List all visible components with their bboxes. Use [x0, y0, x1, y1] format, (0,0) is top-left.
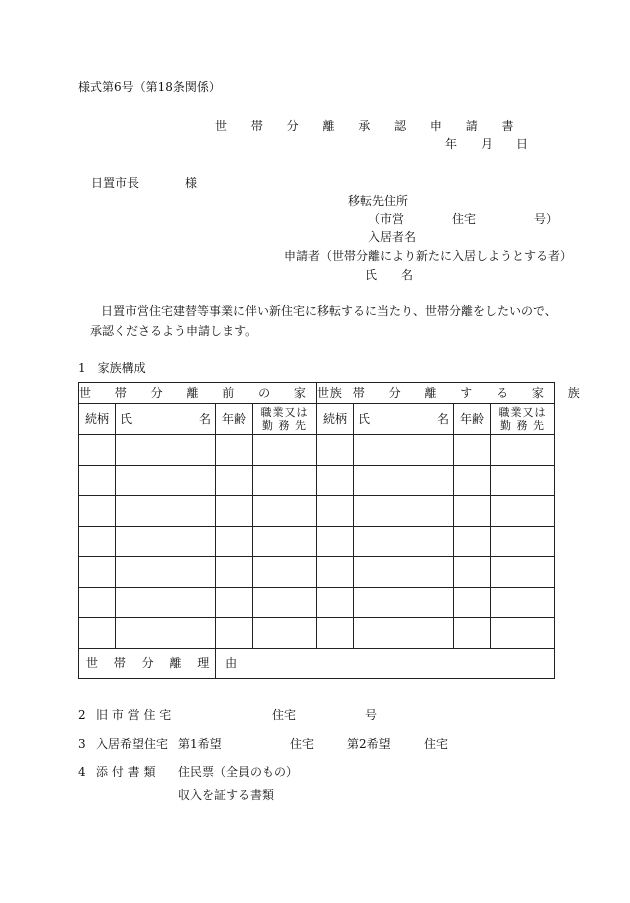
applicant-name-label: 氏 名: [365, 268, 414, 282]
table-cell[interactable]: [79, 587, 116, 618]
municipal-housing-open: （市営: [368, 212, 405, 226]
col-occupation-before-line-1: 職業又は: [260, 406, 309, 419]
col-occupation-before-line-2: 勤 務 先: [262, 419, 307, 432]
item-2-number: 2: [78, 708, 86, 722]
table-row: [79, 465, 555, 496]
item-4-label: 添 付 書 類: [96, 765, 156, 779]
table-cell[interactable]: [216, 618, 253, 649]
item-2-housing: 住宅: [272, 708, 297, 722]
table-cell[interactable]: [79, 465, 116, 496]
section-1-title: 1 家族構成: [78, 361, 146, 375]
table-cell[interactable]: [216, 557, 253, 588]
table-cell[interactable]: [491, 557, 555, 588]
group-after-header: 世 帯 分 離 す る 家 族: [317, 383, 555, 404]
table-row: [79, 496, 555, 527]
table-cell[interactable]: [116, 526, 216, 557]
table-cell[interactable]: [317, 587, 354, 618]
reason-label: 世 帯 分 離 理 由: [79, 648, 216, 678]
table-column-header-row: [79, 404, 555, 435]
reason-field[interactable]: [216, 648, 555, 678]
item-3-second-choice: 第2希望: [347, 737, 391, 751]
item-2-label: 旧 市 営 住 宅: [96, 708, 172, 722]
table-cell[interactable]: [253, 618, 317, 649]
item-3-first-choice: 第1希望: [178, 737, 222, 751]
table-cell[interactable]: [454, 435, 491, 466]
table-group-header-row: [79, 383, 555, 404]
table-cell[interactable]: [116, 587, 216, 618]
table-cell[interactable]: [116, 618, 216, 649]
table-cell[interactable]: [253, 526, 317, 557]
table-cell[interactable]: [454, 587, 491, 618]
date-month-label: 月: [481, 137, 494, 151]
table-cell[interactable]: [253, 587, 317, 618]
table-cell[interactable]: [454, 618, 491, 649]
table-cell[interactable]: [253, 435, 317, 466]
table-row: [79, 587, 555, 618]
col-name-before-left: 氏: [120, 412, 133, 426]
table-cell[interactable]: [216, 526, 253, 557]
addressee-honorific: 様: [185, 176, 198, 190]
table-cell[interactable]: [491, 587, 555, 618]
col-occupation-after-line-2: 勤 務 先: [500, 419, 546, 432]
item-4-doc-1: 住民票（全員のもの）: [178, 765, 299, 779]
housing-label: 住宅: [452, 212, 477, 226]
table-cell[interactable]: [317, 435, 354, 466]
table-cell[interactable]: [116, 435, 216, 466]
item-3-housing-2: 住宅: [424, 737, 449, 751]
table-cell[interactable]: [79, 435, 116, 466]
table-cell[interactable]: [216, 435, 253, 466]
table-cell[interactable]: [79, 496, 116, 527]
table-cell[interactable]: [317, 526, 354, 557]
col-name-after: [354, 404, 454, 435]
table-cell[interactable]: [317, 557, 354, 588]
table-row: [79, 435, 555, 466]
table-row: [79, 526, 555, 557]
table-cell[interactable]: [454, 465, 491, 496]
addressee-name: 日置市長: [91, 176, 140, 190]
table-cell[interactable]: [216, 587, 253, 618]
document-title: 世 帯 分 離 承 認 申 請 書: [215, 119, 524, 133]
body-text-line-1: 日置市営住宅建替等事業に伴い新住宅に移転するに当たり、世帯分離をしたいので、: [101, 304, 557, 318]
table-cell[interactable]: [454, 557, 491, 588]
table-row: [79, 618, 555, 649]
table-cell[interactable]: [491, 465, 555, 496]
table-cell[interactable]: [116, 496, 216, 527]
table-cell[interactable]: [491, 496, 555, 527]
item-3-label: 入居希望住宅: [96, 737, 169, 751]
table-cell[interactable]: [354, 496, 454, 527]
table-cell[interactable]: [253, 557, 317, 588]
table-cell[interactable]: [354, 526, 454, 557]
table-cell[interactable]: [354, 587, 454, 618]
date-year-label: 年: [445, 137, 458, 151]
new-address-label: 移転先住所: [348, 194, 409, 208]
resident-name-label: 入居者名: [368, 230, 417, 244]
reason-row: [79, 648, 555, 678]
table-cell[interactable]: [79, 618, 116, 649]
table-cell[interactable]: [116, 557, 216, 588]
housing-number-close: 号）: [534, 212, 559, 226]
date-day-label: 日: [516, 137, 529, 151]
table-cell[interactable]: [491, 435, 555, 466]
table-cell[interactable]: [216, 465, 253, 496]
item-3-housing-1: 住宅: [290, 737, 315, 751]
col-age-before: 年齢: [216, 404, 253, 435]
table-cell[interactable]: [317, 465, 354, 496]
table-cell[interactable]: [317, 496, 354, 527]
col-occupation-before: [253, 404, 317, 435]
col-name-after-left: 氏: [358, 412, 371, 426]
table-cell[interactable]: [253, 496, 317, 527]
table-cell[interactable]: [354, 557, 454, 588]
table-cell[interactable]: [354, 465, 454, 496]
table-cell[interactable]: [354, 618, 454, 649]
item-4-doc-2: 収入を証する書類: [178, 788, 275, 802]
table-cell[interactable]: [454, 496, 491, 527]
group-before-header: 世 帯 分 離 前 の 家 族: [79, 383, 317, 404]
table-cell[interactable]: [354, 435, 454, 466]
family-table: [78, 382, 590, 679]
table-cell[interactable]: [216, 496, 253, 527]
col-relation-before: 続柄: [79, 404, 116, 435]
col-occupation-after-line-1: 職業又は: [498, 406, 547, 419]
item-3-number: 3: [78, 737, 86, 751]
table-cell[interactable]: [79, 557, 116, 588]
col-occupation-after: [491, 404, 555, 435]
table-cell[interactable]: [79, 526, 116, 557]
col-relation-after: 続柄: [317, 404, 354, 435]
form-number: 様式第6号（第18条関係）: [78, 80, 221, 94]
body-text-line-2: 承認くださるよう申請します。: [90, 324, 258, 338]
table-cell[interactable]: [454, 526, 491, 557]
col-age-after: 年齢: [454, 404, 491, 435]
item-2-number-suffix: 号: [365, 708, 378, 722]
table-cell[interactable]: [491, 526, 555, 557]
table-cell[interactable]: [491, 618, 555, 649]
table-cell[interactable]: [253, 465, 317, 496]
table-cell[interactable]: [116, 465, 216, 496]
col-name-after-right: 名: [437, 412, 450, 426]
table-cell[interactable]: [317, 618, 354, 649]
col-name-before-right: 名: [198, 412, 211, 426]
col-name-before: [116, 404, 216, 435]
applicant-label: 申請者（世帯分離により新たに入居しようとする者）: [284, 249, 573, 263]
table-row: [79, 557, 555, 588]
item-4-number: 4: [78, 765, 86, 779]
